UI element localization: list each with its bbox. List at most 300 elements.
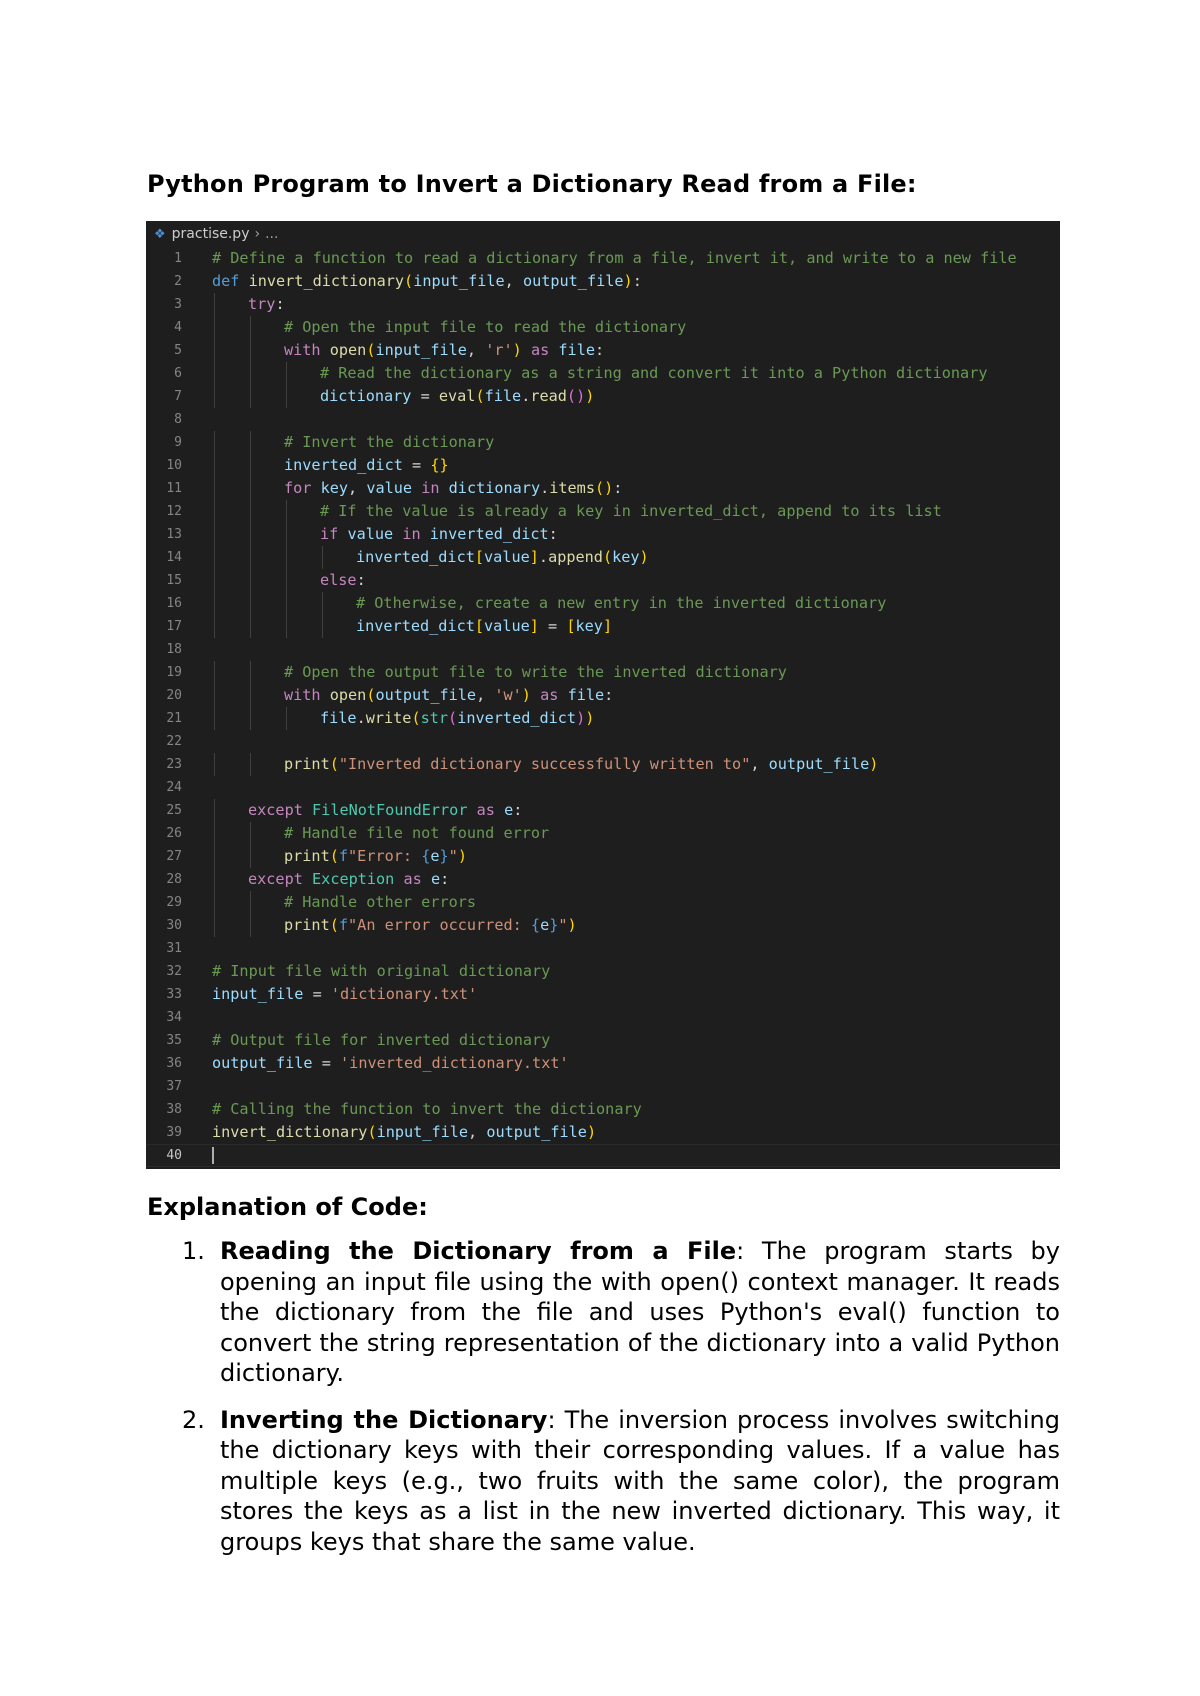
code-token: ( (475, 387, 485, 405)
list-item-term: Inverting the Dictionary (220, 1405, 548, 1434)
code-text (284, 339, 604, 362)
code-token: input_file (212, 985, 304, 1003)
code-line (146, 339, 1060, 362)
indent-guide (214, 914, 215, 937)
line-number: 2 (174, 274, 182, 289)
code-text (212, 270, 642, 293)
code-line (146, 362, 1060, 385)
code-token: # Invert the dictionary (284, 433, 495, 451)
line-number: 14 (166, 550, 182, 565)
line-number: 37 (166, 1079, 182, 1094)
code-token: print (284, 916, 330, 934)
code-token (303, 801, 312, 819)
line-number: 33 (166, 987, 182, 1002)
code-token: 'inverted_dictionary.txt' (340, 1054, 569, 1072)
code-token: str (420, 709, 449, 727)
code-token: print (284, 755, 330, 773)
code-line (146, 316, 1060, 339)
code-token: # Otherwise, create a new entry in the inverted dictionary (356, 594, 887, 612)
code-token: "Inverted dictionary successfully written to" (338, 755, 751, 773)
code-token: : (548, 525, 558, 543)
code-token: ) (457, 847, 467, 865)
code-token: : (604, 686, 614, 704)
code-token: input_file (375, 341, 467, 359)
code-token: [ (474, 617, 485, 635)
line-number: 7 (174, 389, 182, 404)
code-token: () (594, 479, 614, 497)
code-line (146, 730, 1060, 753)
code-token: ( (329, 847, 339, 865)
code-line (146, 431, 1060, 454)
indent-guide (322, 615, 323, 638)
line-number: 11 (166, 481, 182, 496)
code-token: append (548, 548, 603, 566)
line-number: 12 (166, 504, 182, 519)
code-token: output_file (768, 755, 870, 773)
line-number: 19 (166, 665, 182, 680)
code-token (422, 870, 431, 888)
code-line (146, 684, 1060, 707)
code-token: . (538, 548, 549, 566)
code-token: ( (411, 709, 421, 727)
code-token: # Read the dictionary as a string and convert it into a Python dictionary (320, 364, 988, 382)
code-token: key (320, 479, 349, 497)
code-token: " (448, 847, 458, 865)
python-file-icon: ❖ (154, 226, 166, 242)
code-text (356, 592, 886, 615)
code-token: : (275, 295, 285, 313)
line-number: 29 (166, 895, 182, 910)
code-token: { (530, 916, 541, 934)
code-token: ) (639, 548, 649, 566)
code-token: = (303, 985, 331, 1003)
indent-guide (286, 385, 287, 408)
list-item (172, 1405, 1060, 1558)
code-token: 'dictionary.txt' (330, 985, 478, 1003)
code-token: = (411, 387, 439, 405)
code-text (284, 477, 622, 500)
code-line (146, 983, 1060, 1006)
code-token: inverted_dict (457, 709, 577, 727)
code-token: except (248, 801, 303, 819)
line-number: 3 (174, 297, 182, 312)
code-token: else (320, 571, 357, 589)
code-token: write (365, 709, 412, 727)
code-token: "An error occurred: (348, 916, 531, 934)
code-token: input_file (376, 1123, 469, 1141)
code-line (146, 1121, 1060, 1144)
code-text (320, 500, 942, 523)
indent-guide (250, 477, 251, 500)
list-item-number: 1. (182, 1237, 205, 1265)
code-token (531, 686, 540, 704)
code-token: ( (329, 755, 339, 773)
line-number: 13 (166, 527, 182, 542)
code-line (146, 1098, 1060, 1121)
indent-guide (214, 799, 215, 822)
code-token: invert_dictionary (212, 1123, 368, 1141)
indent-guide (250, 431, 251, 454)
code-line (146, 799, 1060, 822)
indent-guide (250, 615, 251, 638)
code-token: ] (602, 617, 613, 635)
code-token (239, 272, 248, 290)
line-number: 34 (166, 1010, 182, 1025)
code-token: , (476, 686, 495, 704)
line-number: 27 (166, 849, 182, 864)
code-token: # Handle other errors (284, 893, 477, 911)
code-token: as (403, 870, 422, 888)
breadcrumb-separator: › (254, 226, 261, 242)
code-token: = (312, 1054, 341, 1072)
code-token: inverted_dict (429, 525, 549, 543)
code-token: : (356, 571, 366, 589)
code-line (146, 776, 1060, 799)
code-token (558, 686, 567, 704)
indent-guide (214, 431, 215, 454)
code-token: : (594, 341, 605, 359)
code-line (146, 385, 1060, 408)
code-line (146, 891, 1060, 914)
code-token: = (402, 456, 431, 474)
code-text (212, 1029, 550, 1052)
code-token: in (402, 525, 421, 543)
code-line (146, 661, 1060, 684)
code-token: file (484, 387, 522, 405)
indent-guide (214, 592, 215, 615)
code-line (146, 615, 1060, 638)
code-token: open (329, 686, 367, 704)
indent-guide (250, 546, 251, 569)
code-token: output_file (375, 686, 477, 704)
line-number: 39 (166, 1125, 182, 1140)
code-token: 'r' (485, 341, 513, 359)
code-line (146, 293, 1060, 316)
code-token: , (750, 755, 769, 773)
code-token: , (468, 1123, 487, 1141)
indent-guide (250, 753, 251, 776)
code-token: in (421, 479, 440, 497)
code-text (284, 316, 686, 339)
code-token: : (513, 801, 523, 819)
indent-guide (214, 822, 215, 845)
code-token: # Define a function to read a dictionary from a file, invert it, and write to a new file (212, 249, 1017, 267)
indent-guide (214, 454, 215, 477)
code-area (146, 247, 1060, 1167)
code-text (248, 799, 522, 822)
line-number: 9 (174, 435, 182, 450)
code-token: # Open the output file to write the inverted dictionary (284, 663, 787, 681)
code-token: inverted_dict (356, 548, 475, 566)
code-line (146, 1006, 1060, 1029)
code-token: try (248, 295, 276, 313)
document-title: Python Program to Invert a Dictionary Read from a File: (147, 170, 917, 198)
indent-guide (214, 385, 215, 408)
code-text (248, 868, 449, 891)
code-token: as (476, 801, 495, 819)
code-token: output_file (486, 1123, 587, 1141)
code-text (212, 1098, 642, 1121)
line-number: 1 (174, 251, 182, 266)
code-token: () (566, 387, 586, 405)
line-number: 8 (174, 412, 182, 427)
code-token: print (284, 847, 330, 865)
code-token (303, 870, 312, 888)
code-token: ) (586, 1123, 597, 1141)
code-token: } (549, 916, 559, 934)
code-token: ( (329, 916, 339, 934)
code-token: : (613, 479, 623, 497)
code-token: ( (448, 709, 458, 727)
code-token: e (430, 870, 441, 888)
code-token: ( (366, 686, 376, 704)
line-number: 38 (166, 1102, 182, 1117)
code-token: , (348, 479, 367, 497)
code-token: as (540, 686, 559, 704)
line-number: 20 (166, 688, 182, 703)
code-line (146, 822, 1060, 845)
code-line (146, 868, 1060, 891)
code-token: with (284, 686, 321, 704)
indent-guide (322, 592, 323, 615)
code-line (146, 914, 1060, 937)
code-text (284, 684, 613, 707)
code-token: invert_dictionary (248, 272, 405, 290)
indent-guide (250, 592, 251, 615)
indent-guide (250, 845, 251, 868)
code-token: e (430, 847, 440, 865)
indent-guide (250, 385, 251, 408)
breadcrumb-more: ... (265, 226, 279, 242)
code-text (212, 1145, 214, 1166)
indent-guide (286, 546, 287, 569)
code-token (495, 801, 504, 819)
code-line (146, 753, 1060, 776)
code-token: def (212, 272, 240, 290)
code-token: ( (366, 341, 376, 359)
code-token: input_file (413, 272, 505, 290)
code-line (146, 960, 1060, 983)
line-number: 22 (166, 734, 182, 749)
line-number: 21 (166, 711, 182, 726)
code-token: if (320, 525, 339, 543)
code-token: : (440, 870, 450, 888)
code-token (393, 525, 402, 543)
code-text (284, 454, 449, 477)
code-token: value (347, 525, 394, 543)
code-line (146, 1029, 1060, 1052)
code-token (311, 479, 320, 497)
code-token: inverted_dict (284, 456, 403, 474)
code-line (146, 247, 1060, 270)
text-cursor (212, 1147, 214, 1164)
code-text (356, 546, 649, 569)
code-token: ) (521, 686, 531, 704)
indent-guide (250, 684, 251, 707)
indent-guide (214, 707, 215, 730)
code-token: "Error: (348, 847, 422, 865)
indent-guide (286, 592, 287, 615)
code-token: with (284, 341, 321, 359)
code-token: ) (512, 341, 522, 359)
code-line (146, 569, 1060, 592)
indent-guide (286, 500, 287, 523)
code-line (146, 477, 1060, 500)
code-token: . (521, 387, 531, 405)
indent-guide (214, 891, 215, 914)
code-token: key (575, 617, 603, 635)
indent-guide (286, 615, 287, 638)
code-token: # Input file with original dictionary (212, 962, 551, 980)
indent-guide (250, 316, 251, 339)
indent-guide (250, 523, 251, 546)
code-line (146, 546, 1060, 569)
code-token: ) (576, 709, 586, 727)
line-number: 26 (166, 826, 182, 841)
code-line (146, 408, 1060, 431)
indent-guide (286, 569, 287, 592)
indent-guide (214, 339, 215, 362)
code-token: ( (602, 548, 613, 566)
indent-guide (250, 707, 251, 730)
code-token (467, 801, 476, 819)
code-token: eval (438, 387, 476, 405)
code-text (248, 293, 285, 316)
code-token: 'w' (494, 686, 522, 704)
code-token: # Open the input file to read the dictionary (284, 318, 687, 336)
code-token: ( (367, 1123, 377, 1141)
line-number: 18 (166, 642, 182, 657)
code-token: # Handle file not found error (284, 824, 550, 842)
indent-guide (214, 661, 215, 684)
code-text (284, 822, 549, 845)
list-item-term: Reading the Dictionary from a File (220, 1237, 737, 1265)
list-item-text: : The program starts by opening an input file using the with open() context manager. It reads the dictionary from the file and uses Python's eval() function to convert the string representation of the dictionary into a valid Python dictionary. (220, 1237, 1060, 1387)
code-text (320, 385, 594, 408)
code-token (522, 341, 531, 359)
code-token (321, 686, 330, 704)
code-token: f (338, 916, 349, 934)
line-number: 36 (166, 1056, 182, 1071)
code-token (440, 479, 449, 497)
code-text (320, 523, 558, 546)
code-token (412, 479, 421, 497)
code-token: as (530, 341, 550, 359)
code-token: {} (430, 456, 449, 474)
code-token: Exception (312, 870, 395, 888)
indent-guide (214, 316, 215, 339)
code-text (320, 362, 988, 385)
code-text (284, 753, 878, 776)
code-token: , (466, 341, 486, 359)
code-text (356, 615, 612, 638)
code-token: open (329, 341, 367, 359)
code-text (284, 661, 787, 684)
indent-guide (214, 293, 215, 316)
code-token: ) (567, 916, 577, 934)
code-token: . (540, 479, 550, 497)
code-token: } (439, 847, 449, 865)
code-token (421, 525, 430, 543)
code-token: [ (474, 548, 485, 566)
list-item (172, 1236, 1060, 1389)
line-number: 35 (166, 1033, 182, 1048)
line-number: 4 (174, 320, 182, 335)
editor-breadcrumb (146, 221, 1060, 247)
code-text (320, 707, 594, 730)
code-token: ) (869, 755, 879, 773)
indent-guide (214, 615, 215, 638)
code-line (146, 523, 1060, 546)
line-number: 40 (166, 1148, 182, 1163)
code-token: f (338, 847, 349, 865)
code-text (284, 431, 494, 454)
indent-guide (214, 546, 215, 569)
explanation-heading: Explanation of Code: (147, 1193, 428, 1221)
code-line (146, 707, 1060, 730)
indent-guide (286, 523, 287, 546)
line-number: 17 (166, 619, 182, 634)
code-line (146, 1144, 1060, 1167)
code-token: : (632, 272, 642, 290)
line-number: 32 (166, 964, 182, 979)
code-token: e (504, 801, 514, 819)
code-token: file (320, 709, 357, 727)
indent-guide (250, 339, 251, 362)
line-number: 31 (166, 941, 182, 956)
code-token: file (567, 686, 605, 704)
indent-guide (286, 707, 287, 730)
code-token: dictionary (320, 387, 412, 405)
explanation-list (172, 1236, 1060, 1573)
line-number: 10 (166, 458, 182, 473)
line-number: 15 (166, 573, 182, 588)
line-number: 5 (174, 343, 182, 358)
code-text (212, 1121, 596, 1144)
code-line (146, 270, 1060, 293)
line-number: 28 (166, 872, 182, 887)
line-number: 16 (166, 596, 182, 611)
indent-guide (250, 569, 251, 592)
indent-guide (250, 500, 251, 523)
code-text (212, 983, 477, 1006)
code-text (320, 569, 366, 592)
indent-guide (250, 891, 251, 914)
indent-guide (250, 454, 251, 477)
indent-guide (214, 868, 215, 891)
line-number: 23 (166, 757, 182, 772)
list-item-number: 2. (182, 1405, 205, 1434)
code-line (146, 1075, 1060, 1098)
code-token: ] (529, 617, 539, 635)
code-token: { (421, 847, 431, 865)
line-number: 6 (174, 366, 182, 381)
code-token: ) (585, 387, 595, 405)
code-token: # Output file for inverted dictionary (212, 1031, 551, 1049)
code-token: . (356, 709, 366, 727)
indent-guide (214, 845, 215, 868)
code-line (146, 845, 1060, 868)
code-token: for (284, 479, 312, 497)
code-token: inverted_dict (356, 617, 475, 635)
code-line (146, 937, 1060, 960)
line-number: 24 (166, 780, 182, 795)
code-token: key (612, 548, 640, 566)
code-token: ( (404, 272, 414, 290)
indent-guide (214, 362, 215, 385)
code-editor-screenshot (146, 221, 1060, 1169)
code-token: read (530, 387, 567, 405)
